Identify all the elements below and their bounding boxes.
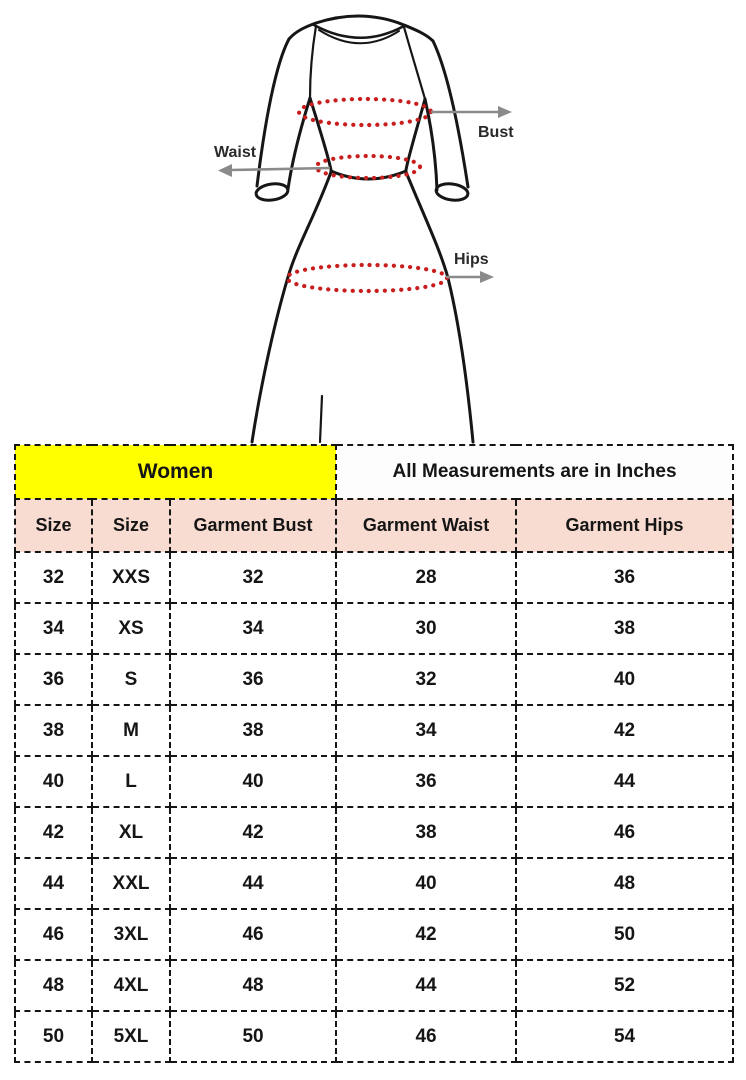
table-cell: 5XL (92, 1011, 170, 1062)
table-cell: 36 (516, 552, 733, 603)
table-cell: 30 (336, 603, 516, 654)
column-header: Garment Hips (516, 499, 733, 552)
table-cell: 44 (170, 858, 336, 909)
column-header: Garment Bust (170, 499, 336, 552)
right-sleeve-outer (433, 41, 468, 187)
table-cell: 40 (15, 756, 92, 807)
table-cell: 36 (170, 654, 336, 705)
table-cell: 52 (516, 960, 733, 1011)
table-cell: 34 (170, 603, 336, 654)
torso-right-edge (406, 99, 425, 170)
bust-label: Bust (478, 124, 514, 141)
table-cell: XXL (92, 858, 170, 909)
table-row (15, 603, 733, 654)
table-cell: 40 (516, 654, 733, 705)
table-cell: 34 (15, 603, 92, 654)
table-cell: 4XL (92, 960, 170, 1011)
torso-left-edge (310, 98, 331, 170)
left-armhole-seam (310, 26, 316, 98)
right-cuff (435, 182, 469, 202)
column-header: Size (15, 499, 92, 552)
table-row (15, 807, 733, 858)
waist-arrow-icon (231, 168, 330, 170)
table-row (15, 858, 733, 909)
table-cell: 32 (336, 654, 516, 705)
table-cell: 54 (516, 1011, 733, 1062)
right-armhole-seam (404, 27, 425, 99)
column-header: Garment Waist (336, 499, 516, 552)
table-row (15, 960, 733, 1011)
table-cell: 38 (170, 705, 336, 756)
column-header: Size (92, 499, 170, 552)
table-cell: 50 (15, 1011, 92, 1062)
table-cell: 50 (516, 909, 733, 960)
hips-measure-ellipse (287, 265, 447, 291)
table-row (15, 705, 733, 756)
measurements-note: All Measurements are in Inches (336, 445, 733, 499)
table-cell: 46 (15, 909, 92, 960)
measurement-ellipses (287, 99, 447, 291)
table-cell: 42 (170, 807, 336, 858)
table-row (15, 1011, 733, 1062)
table-cell: 42 (336, 909, 516, 960)
table-cell: 38 (516, 603, 733, 654)
waist-arrowhead-icon (218, 164, 232, 177)
table-cell: 34 (336, 705, 516, 756)
table-cell: M (92, 705, 170, 756)
table-cell: 38 (15, 705, 92, 756)
table-cell: 40 (336, 858, 516, 909)
women-group-header: Women (15, 445, 336, 499)
table-cell: 48 (15, 960, 92, 1011)
table-row (15, 756, 733, 807)
table-cell: 48 (170, 960, 336, 1011)
table-cell: 40 (170, 756, 336, 807)
table-cell: 42 (15, 807, 92, 858)
skirt-left-edge (252, 172, 331, 442)
size-table-body (15, 552, 733, 1062)
table-cell: 44 (516, 756, 733, 807)
table-cell: 36 (336, 756, 516, 807)
table-cell: XXS (92, 552, 170, 603)
table-cell: XL (92, 807, 170, 858)
skirt-center-seam (320, 396, 322, 442)
column-header-row (15, 499, 733, 552)
table-cell: 48 (516, 858, 733, 909)
table-cell: 50 (170, 1011, 336, 1062)
table-row (15, 654, 733, 705)
table-cell: 46 (170, 909, 336, 960)
left-sleeve-outer (257, 39, 289, 186)
bust-arrowhead-icon (498, 106, 512, 118)
table-row (15, 552, 733, 603)
dress-measurement-diagram (0, 0, 746, 444)
table-cell: L (92, 756, 170, 807)
skirt-right-edge (406, 172, 473, 442)
table-cell: 32 (170, 552, 336, 603)
dress-outline (252, 16, 473, 442)
table-cell: S (92, 654, 170, 705)
table-cell: 44 (336, 960, 516, 1011)
hips-arrowhead-icon (480, 271, 494, 283)
table-row (15, 909, 733, 960)
table-cell: 3XL (92, 909, 170, 960)
bust-measure-ellipse (299, 99, 431, 125)
table-cell: XS (92, 603, 170, 654)
table-cell: 42 (516, 705, 733, 756)
table-cell: 46 (516, 807, 733, 858)
size-table (14, 444, 734, 1063)
table-cell: 36 (15, 654, 92, 705)
left-cuff (255, 182, 289, 202)
table-cell: 28 (336, 552, 516, 603)
waist-label: Waist (214, 144, 257, 161)
group-header-row (15, 445, 733, 499)
table-cell: 44 (15, 858, 92, 909)
table-cell: 32 (15, 552, 92, 603)
hips-label: Hips (454, 251, 489, 268)
table-cell: 46 (336, 1011, 516, 1062)
table-cell: 38 (336, 807, 516, 858)
